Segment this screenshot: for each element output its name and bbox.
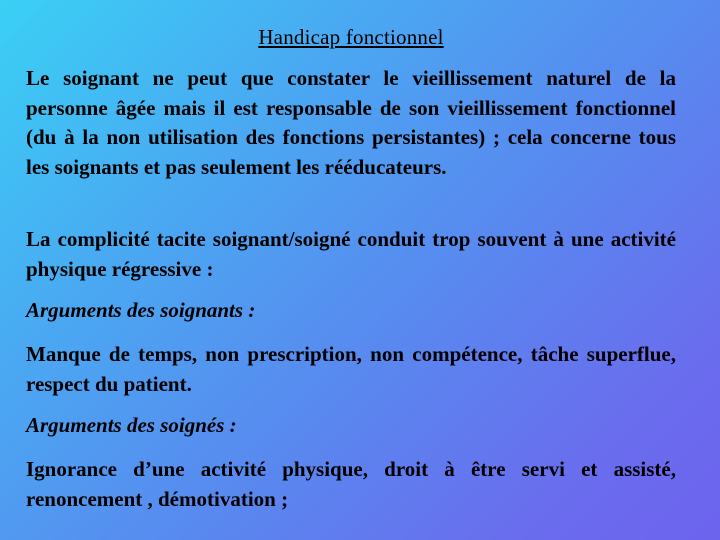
heading-caregiver-arguments: Arguments des soignants : — [26, 298, 256, 322]
heading-patient-arguments: Arguments des soignés : — [26, 413, 237, 437]
paragraph-caregiver-arguments: Manque de temps, non prescription, non compétence, tâche superflue, respect du patient. — [26, 342, 676, 396]
paragraph-intro: Le soignant ne peut que constater le vieillissement naturel de la personne âgée mais il est responsable de son vieillissement fonctionnel (du à la non utilisation des fonctions persistantes) ; cela concerne tous les soignants et pas seulement les rééducateurs. — [26, 66, 676, 179]
paragraph-patient-arguments: Ignorance d’une activité physique, droit à être servi et assisté, renoncement , démotivation ; — [26, 457, 676, 511]
paragraph-complicity: La complicité tacite soignant/soigné conduit trop souvent à une activité physique régressive : — [26, 227, 676, 281]
slide-title: Handicap fonctionnel — [258, 25, 444, 49]
